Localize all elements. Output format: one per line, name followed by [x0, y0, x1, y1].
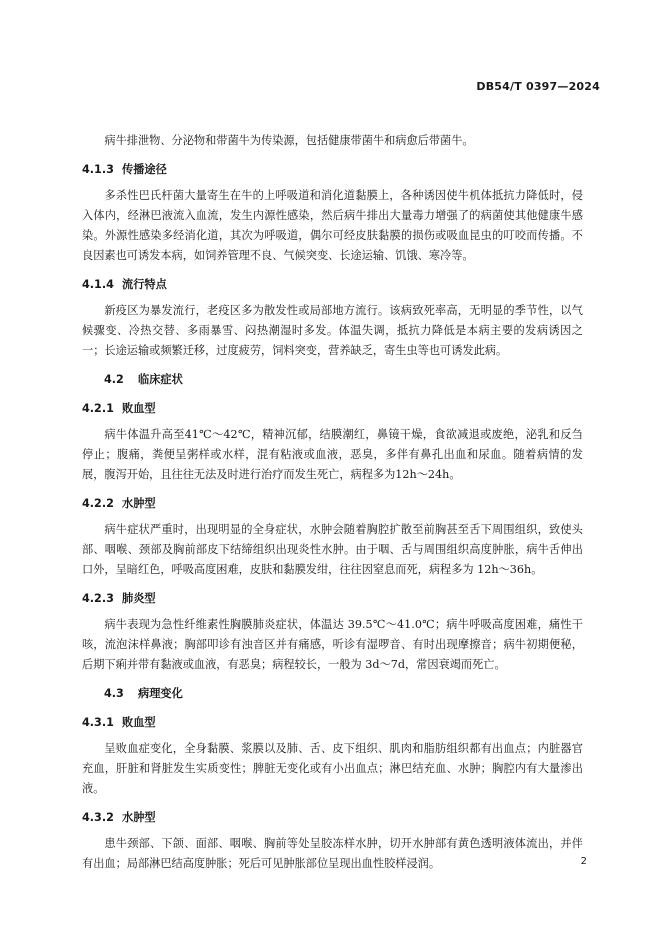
section-title: 败血型 [122, 716, 156, 729]
section-number: 4.3.1 [82, 716, 114, 729]
section-number: 4.2.1 [82, 402, 114, 415]
section-number: 4.2.3 [82, 592, 114, 605]
section-number: 4.1.3 [82, 163, 114, 176]
section-number: 4.2.2 [82, 497, 114, 510]
section-number: 4.1.4 [82, 278, 114, 291]
page-number: 2 [580, 856, 587, 867]
section-title: 病理变化 [138, 687, 183, 700]
section-title: 败血型 [122, 402, 156, 415]
section-heading [82, 160, 583, 180]
section-heading [82, 589, 583, 609]
paragraph: 病牛表现为急性纤维素性胸膜肺炎症状，体温达 39.5℃～41.0℃；病牛呼吸高度困难，痛性干咳，流泡沫样鼻液；胸部叩诊有浊音区并有痛感，听诊有湿啰音、有时出现摩擦音；病牛初期便秘，后期下痢并带有黏液或血液，有恶臭；病程较长，一般为 3d～7d，常因衰竭而死亡。 [82, 618, 583, 671]
section-title: 临床症状 [138, 373, 183, 386]
paragraph: 患牛颈部、下颌、面部、咽喉、胸前等处呈胶冻样水肿，切开水肿部有黄色透明液体流出，并伴有出血；局部淋巴结高度肿胀；死后可见肿胀部位呈现出血性胶样浸润。 [82, 837, 583, 870]
section-heading [82, 684, 583, 704]
paragraph: 病牛症状严重时，出现明显的全身症状，水肿会随着胸腔扩散至前胸甚至舌下周围组织，致使头部、咽喉、颈部及胸前部皮下结缔组织出现炎性水肿。由于咽、舌与周围组织高度肿胀，病牛舌伸出口外，呈暗红色，呼吸高度困难，皮肤和黏膜发绀，往往因窒息而死，病程多为 12h～36h。 [82, 523, 583, 576]
section-number: 4.3.2 [82, 811, 114, 824]
section-heading [82, 494, 583, 514]
section-heading [82, 399, 583, 419]
paragraph: 病牛排泄物、分泌物和带菌牛为传染源，包括健康带菌牛和病愈后带菌牛。 [104, 134, 474, 147]
paragraph: 新疫区为暴发流行，老疫区多为散发性或局部地方流行。该病致死率高，无明显的季节性，以气候骤变、冷热交替、多雨暴雪、闷热潮湿时多发。体温失调，抵抗力降低是本病主要的发病诱因之一；长途运输或频繁迁移，过度疲劳，饲料突变，营养缺乏，寄生虫等也可诱发此病。 [82, 304, 583, 357]
paragraph: 病牛体温升高至41℃～42℃，精神沉郁，结膜潮红，鼻镜干燥，食欲减退或废绝，泌乳和反刍停止；腹痛，粪便呈粥样或水样，混有粘液或血液，恶臭，多伴有鼻孔出血和尿血。随着病情的发展，腹泻开始，且往往无法及时进行治疗而发生死亡，病程多为12h～24h。 [82, 428, 583, 481]
document-body [82, 131, 583, 874]
section-title: 肺炎型 [122, 592, 156, 605]
section-number: 4.2 [104, 373, 124, 386]
section-heading [82, 713, 583, 733]
section-title: 流行特点 [122, 278, 167, 291]
section-title: 水肿型 [122, 497, 156, 510]
section-heading [82, 370, 583, 390]
paragraph: 呈败血症变化，全身黏膜、浆膜以及肺、舌、皮下组织、肌肉和脂肪组织都有出血点；内脏器官充血，肝脏和肾脏发生实质变性；脾脏无变化或有小出血点；淋巴结充血、水肿；胸腔内有大量渗出液。 [82, 742, 583, 795]
section-heading [82, 808, 583, 828]
section-number: 4.3 [104, 687, 124, 700]
document-code: DB54/T 0397—2024 [476, 80, 600, 93]
section-heading [82, 275, 583, 295]
section-title: 水肿型 [122, 811, 156, 824]
paragraph: 多杀性巴氏杆菌大量寄生在牛的上呼吸道和消化道黏膜上，各种诱因使牛机体抵抗力降低时，侵入体内，经淋巴液流入血流，发生内源性感染，然后病牛排出大量毒力增强了的病菌使其他健康牛感染。外源性感染多经消化道，其次为呼吸道，偶尔可经皮肤黏膜的损伤或吸血昆虫的叮咬而传播。不良因素也可诱发本病，如饲养管理不良、气候突变、长途运输、饥饿、寒冷等。 [82, 189, 583, 262]
section-title: 传播途径 [122, 163, 167, 176]
